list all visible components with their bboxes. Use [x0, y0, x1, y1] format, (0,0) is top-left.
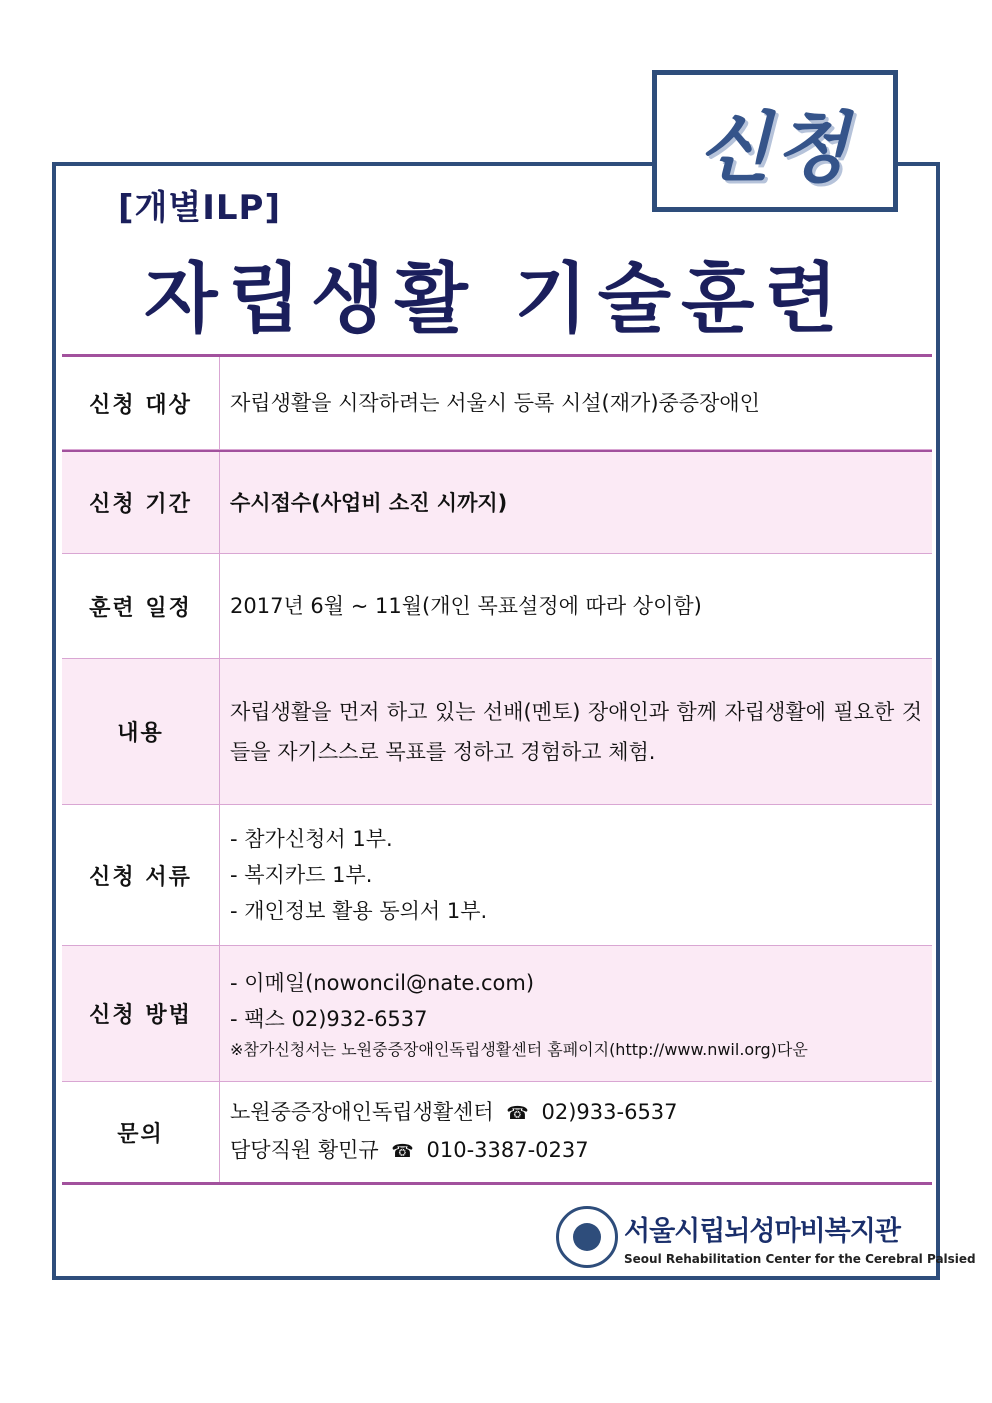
phone-icon: ☎ [506, 1103, 529, 1124]
row-value-line: 수시접수(사업비 소진 시까지) [230, 490, 508, 515]
method-fax: - 팩스 02)932-6537 [230, 1006, 428, 1031]
row-content [62, 659, 932, 805]
row-value [220, 946, 932, 1081]
row-target [62, 357, 932, 450]
row-value-line: 자립생활을 시작하려는 서울시 등록 시설(재가)중증장애인 [230, 391, 760, 415]
row-label: 신청 서류 [62, 805, 220, 945]
row-period [62, 450, 932, 554]
org-seal-icon [556, 1206, 618, 1268]
row-label: 신청 방법 [62, 946, 220, 1081]
org-logo [556, 1206, 976, 1268]
row-value [220, 805, 932, 945]
method-note: ※참가신청서는 노원중증장애인독립생활센터 홈페이지(http://www.nwil.org)다운 [230, 1039, 808, 1059]
apply-stamp [652, 70, 898, 212]
row-value [220, 659, 932, 804]
contact-phone: 010-3387-0237 [426, 1138, 589, 1162]
contact-name: 노원중증장애인독립생활센터 [230, 1100, 494, 1124]
org-name-korean: 서울시립뇌성마비복지관 [624, 1215, 900, 1247]
row-label: 신청 대상 [62, 357, 220, 449]
row-contact [62, 1082, 932, 1182]
document-item: - 복지카드 1부. [230, 863, 373, 887]
info-table [62, 354, 932, 1185]
row-label: 훈련 일정 [62, 554, 220, 658]
stamp-text: 신청 [697, 102, 853, 192]
contact-line [230, 1132, 922, 1170]
program-title: 자립생활 기술훈련 [144, 254, 848, 343]
org-name-english: Seoul Rehabilitation Center for the Cerebral Palsied [624, 1251, 976, 1266]
contact-phone: 02)933-6537 [541, 1100, 678, 1124]
row-method [62, 946, 932, 1082]
document-item: - 참가신청서 1부. [230, 827, 393, 851]
row-value [220, 357, 932, 449]
row-label: 문의 [62, 1082, 220, 1182]
document-item: - 개인정보 활용 동의서 1부. [230, 899, 488, 923]
contact-line [230, 1094, 922, 1132]
row-label: 내용 [62, 659, 220, 804]
org-text [624, 1209, 976, 1266]
method-email: - 이메일(nowoncil@nate.com) [230, 970, 535, 995]
row-documents [62, 805, 932, 946]
row-value-line: 자립생활을 먼저 하고 있는 선배(멘토) 장애인과 함께 자립생활에 필요한 것들을 자기스스로 목표를 정하고 경험하고 체험. [230, 699, 922, 764]
program-subtitle: [개별ILP] [118, 188, 282, 228]
row-schedule [62, 554, 932, 659]
row-value [220, 1082, 932, 1182]
contact-name: 담당직원 황민규 [230, 1138, 379, 1162]
row-value-line: 2017년 6월 ~ 11월(개인 목표설정에 따라 상이함) [230, 594, 702, 618]
row-label: 신청 기간 [62, 452, 220, 553]
row-value [220, 452, 932, 553]
row-value [220, 554, 932, 658]
phone-icon: ☎ [391, 1141, 414, 1162]
